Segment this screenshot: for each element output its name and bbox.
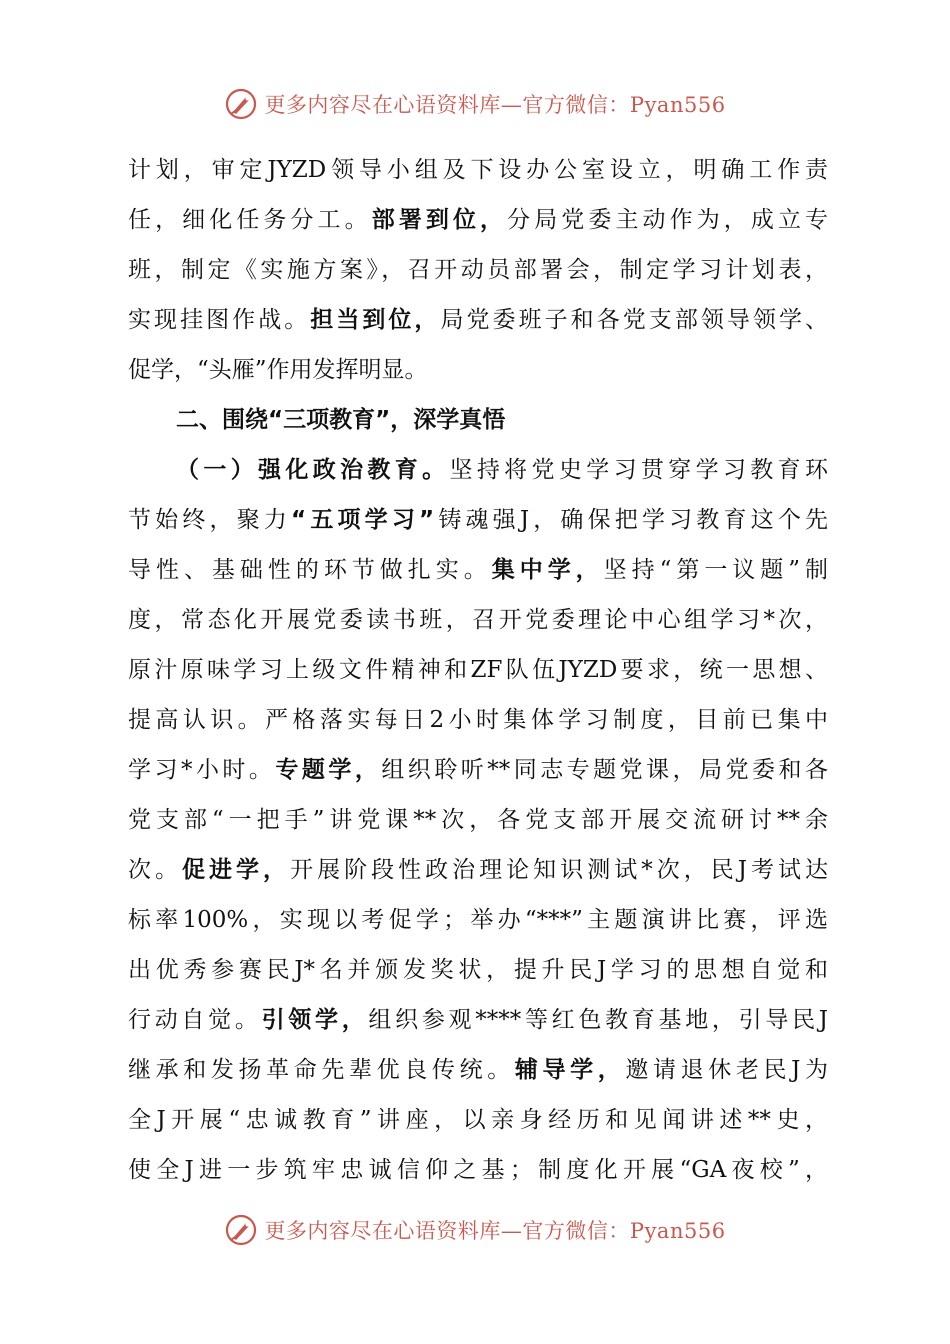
text-line bbox=[128, 295, 828, 345]
text-run: 行动自觉。 bbox=[128, 1007, 262, 1033]
text-run: 标率100%，实现以考促学；举办“***”主题演讲比赛，评选 bbox=[128, 907, 828, 933]
watermark-text: 更多内容尽在心语资料库—官方微信：Pyan556 bbox=[264, 1219, 726, 1243]
text-line bbox=[128, 245, 828, 295]
text-line bbox=[128, 195, 828, 245]
bold-phrase: “五项学习” bbox=[291, 507, 435, 533]
text-line bbox=[128, 745, 828, 795]
text-run: 使全J进一步筑牢忠诚信仰之基；制度化开展“GA夜校”， bbox=[128, 1157, 828, 1183]
text-run: 提高认识。严格落实每日2小时集体学习制度，目前已集中 bbox=[128, 707, 828, 733]
bold-phrase: 辅导学， bbox=[514, 1057, 626, 1083]
text-line bbox=[128, 1045, 828, 1095]
watermark-banner-top bbox=[0, 84, 950, 124]
watermark-banner-bottom bbox=[0, 1210, 950, 1250]
text-line bbox=[128, 495, 828, 545]
text-run: 导性、基础性的环节做扎实。 bbox=[128, 557, 492, 583]
text-line bbox=[128, 695, 828, 745]
bold-phrase: 集中学， bbox=[491, 557, 604, 583]
text-line bbox=[128, 345, 828, 395]
text-run: 实现挂图作战。 bbox=[128, 307, 311, 333]
text-run: 铸魂强J，确保把学习教育这个先 bbox=[434, 507, 828, 533]
watermark-text: 更多内容尽在心语资料库—官方微信：Pyan556 bbox=[264, 93, 726, 117]
text-run: 学习*小时。 bbox=[128, 757, 276, 783]
text-line bbox=[128, 845, 828, 895]
text-line bbox=[128, 895, 828, 945]
text-run: 组织参观****等红色教育基地，引导民J bbox=[368, 1007, 828, 1033]
text-run: 度，常态化开展党委读书班，召开党委理论中心组学习*次， bbox=[128, 607, 828, 633]
text-line bbox=[128, 645, 828, 695]
text-line bbox=[128, 995, 828, 1045]
text-run: 原汁原味学习上级文件精神和ZF队伍JYZD要求，统一思想、 bbox=[128, 657, 828, 683]
text-run: 局党委班子和各党支部领导领学、 bbox=[440, 307, 829, 333]
text-line bbox=[128, 595, 828, 645]
text-run: 出优秀参赛民J*名并颁发奖状，提升民J学习的思想自觉和 bbox=[128, 957, 828, 983]
text-line bbox=[128, 945, 828, 995]
bold-phrase: 部署到位， bbox=[371, 207, 508, 233]
text-run: 坚持将党史学习贯穿学习教育环 bbox=[449, 457, 829, 483]
bold-phrase: 引领学， bbox=[261, 1007, 369, 1033]
text-run: 邀请退休老民J为 bbox=[625, 1057, 829, 1083]
text-run: 任，细化任务分工。 bbox=[128, 207, 372, 233]
text-run: 促学，“头雁”作用发挥明显。 bbox=[128, 357, 428, 383]
bold-phrase: 二、围绕“三项教育”，深学真悟 bbox=[176, 407, 506, 433]
text-run: 组织聆听**同志专题党课，局党委和各 bbox=[381, 757, 829, 783]
text-run: 坚持“第一议题”制 bbox=[603, 557, 829, 583]
pen-nib-seal-icon bbox=[224, 1213, 258, 1247]
text-run: 全J开展“忠诚教育”讲座，以亲身经历和见闻讲述**史， bbox=[128, 1107, 828, 1133]
text-line bbox=[128, 795, 828, 845]
section-heading bbox=[128, 395, 828, 445]
text-run: 开展阶段性政治理论知识测试*次，民J考试达 bbox=[290, 857, 829, 883]
document-body bbox=[128, 145, 828, 1195]
text-line bbox=[128, 545, 828, 595]
bold-phrase: （一）强化政治教育。 bbox=[176, 457, 450, 483]
text-run: 分局党委主动作为，成立专 bbox=[507, 207, 829, 233]
text-run: 党支部“一把手”讲党课**次，各党支部开展交流研讨**余 bbox=[128, 807, 828, 833]
pen-nib-seal-icon bbox=[224, 87, 258, 121]
text-line bbox=[128, 445, 828, 495]
text-run: 次。 bbox=[128, 857, 183, 883]
bold-phrase: 促进学， bbox=[182, 857, 291, 883]
text-line bbox=[128, 1145, 828, 1195]
text-line bbox=[128, 145, 828, 195]
bold-phrase: 担当到位， bbox=[310, 307, 441, 333]
text-run: 计划，审定JYZD领导小组及下设办公室设立，明确工作责 bbox=[128, 157, 828, 183]
text-run: 节始终，聚力 bbox=[128, 507, 292, 533]
text-run: 班，制定《实施方案》，召开动员部署会，制定学习计划表， bbox=[128, 257, 828, 283]
text-line bbox=[128, 1095, 828, 1145]
text-run: 继承和发扬革命先辈优良传统。 bbox=[128, 1057, 515, 1083]
bold-phrase: 专题学， bbox=[275, 757, 382, 783]
